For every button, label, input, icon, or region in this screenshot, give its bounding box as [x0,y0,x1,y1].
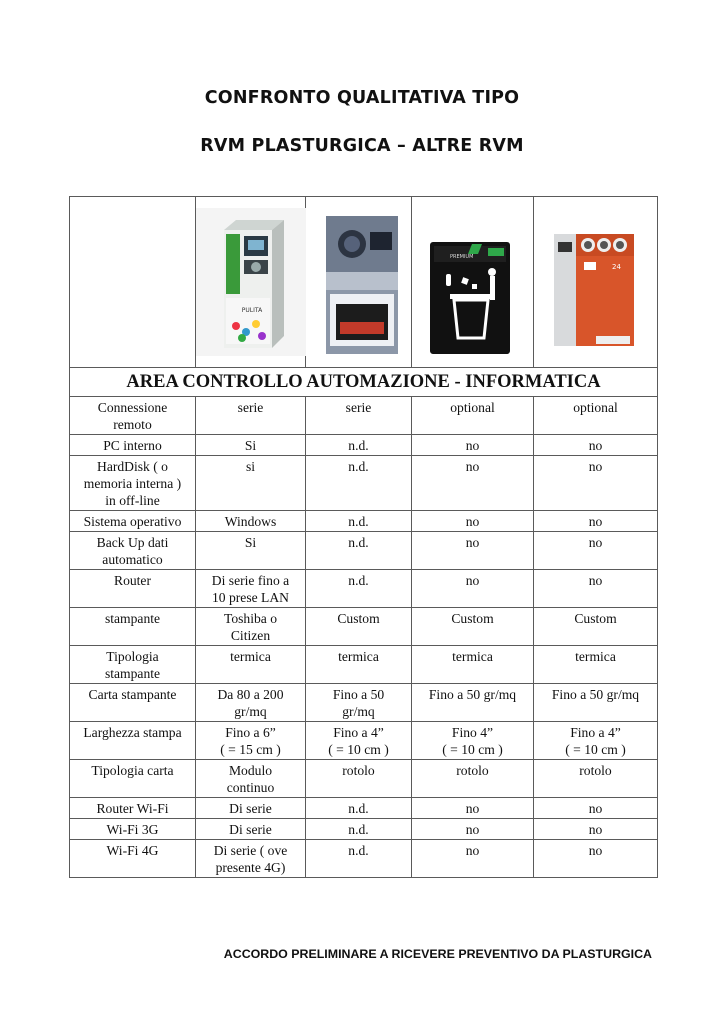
value-cell: Fino a 4” ( = 10 cm ) [534,722,658,760]
row-label: Wi-Fi 4G [70,840,196,878]
value-cell: no [412,456,534,511]
orange-rvm-image [534,208,658,356]
value-cell: no [412,511,534,532]
value-cell: n.d. [306,435,412,456]
value-cell: Si [196,532,306,570]
value-cell: termica [534,646,658,684]
row-label: Back Up dati automatico [70,532,196,570]
value-cell: Fino 4” ( = 10 cm ) [412,722,534,760]
row-label: HardDisk ( o memoria interna ) in off-line [70,456,196,511]
svg-text:PREMIUM: PREMIUM [450,254,474,260]
table-row [70,798,658,819]
row-label: Carta stampante [70,684,196,722]
machine-image-black [412,197,534,368]
value-cell: no [534,435,658,456]
value-cell: n.d. [306,570,412,608]
value-cell: no [534,456,658,511]
value-cell: Di serie [196,798,306,819]
table-row [70,456,658,511]
value-cell: Fino a 50 gr/mq [412,684,534,722]
table-row [70,722,658,760]
row-label: Sistema operativo [70,511,196,532]
table-row [70,532,658,570]
row-label: Tipologia stampante [70,646,196,684]
value-cell: si [196,456,306,511]
value-cell: termica [412,646,534,684]
machine-image-plasturgica [196,197,306,368]
footer-note: ACCORDO PRELIMINARE A RICEVERE PREVENTIVO DA PLASTURGICA [223,947,652,961]
value-cell: no [412,532,534,570]
value-cell: Fino a 4” ( = 10 cm ) [306,722,412,760]
value-cell: no [534,511,658,532]
value-cell: rotolo [306,760,412,798]
comparison-table [69,196,658,878]
value-cell: Custom [412,608,534,646]
row-label: Tipologia carta [70,760,196,798]
value-cell: n.d. [306,819,412,840]
row-label: stampante [70,608,196,646]
value-cell: rotolo [412,760,534,798]
value-cell: Di serie ( ove presente 4G) [196,840,306,878]
row-label: Wi-Fi 3G [70,819,196,840]
value-cell: n.d. [306,798,412,819]
black-rvm-image [412,208,534,356]
value-cell: no [534,570,658,608]
empty-corner-cell [70,197,196,368]
value-cell: no [412,435,534,456]
row-label: Larghezza stampa [70,722,196,760]
machine-image-orange [534,197,658,368]
value-cell: n.d. [306,456,412,511]
table-row [70,435,658,456]
title-line-1: CONFRONTO QUALITATIVA TIPO [204,88,520,108]
value-cell: no [412,570,534,608]
table-row [70,608,658,646]
value-cell: Custom [306,608,412,646]
value-cell: Fino a 50 gr/mq [306,684,412,722]
value-cell: termica [306,646,412,684]
value-cell: Custom [534,608,658,646]
table-row [70,646,658,684]
value-cell: no [534,798,658,819]
value-cell: Fino a 6” ( = 15 cm ) [196,722,306,760]
value-cell: no [412,798,534,819]
row-label: Router [70,570,196,608]
value-cell: no [412,840,534,878]
machine-images-row [70,197,658,368]
plasturgica-rvm-image [196,208,306,356]
row-label: Router Wi-Fi [70,798,196,819]
grey-rvm-image [306,208,412,356]
table-row [70,511,658,532]
value-cell: n.d. [306,511,412,532]
value-cell: Di serie fino a 10 prese LAN [196,570,306,608]
value-cell: no [534,532,658,570]
value-cell: n.d. [306,840,412,878]
value-cell: Modulo continuo [196,760,306,798]
value-cell: optional [534,397,658,435]
title-line-2: RVM PLASTURGICA – ALTRE RVM [200,136,524,156]
value-cell: no [412,819,534,840]
value-cell: optional [412,397,534,435]
value-cell: serie [196,397,306,435]
value-cell: Si [196,435,306,456]
table-row [70,684,658,722]
table-row [70,819,658,840]
svg-text:24: 24 [612,263,621,271]
table-row [70,397,658,435]
value-cell: n.d. [306,532,412,570]
svg-text:PULITA: PULITA [241,307,263,314]
machine-image-grey [306,197,412,368]
value-cell: Di serie [196,819,306,840]
value-cell: Windows [196,511,306,532]
value-cell: no [534,840,658,878]
value-cell: Da 80 a 200 gr/mq [196,684,306,722]
value-cell: no [534,819,658,840]
row-label: PC interno [70,435,196,456]
table-row [70,760,658,798]
value-cell: rotolo [534,760,658,798]
row-label: Connessione remoto [70,397,196,435]
value-cell: serie [306,397,412,435]
table-row [70,570,658,608]
table-row [70,840,658,878]
value-cell: Fino a 50 gr/mq [534,684,658,722]
value-cell: termica [196,646,306,684]
section-header: AREA CONTROLLO AUTOMAZIONE - INFORMATICA [70,368,658,397]
value-cell: Toshiba o Citizen [196,608,306,646]
